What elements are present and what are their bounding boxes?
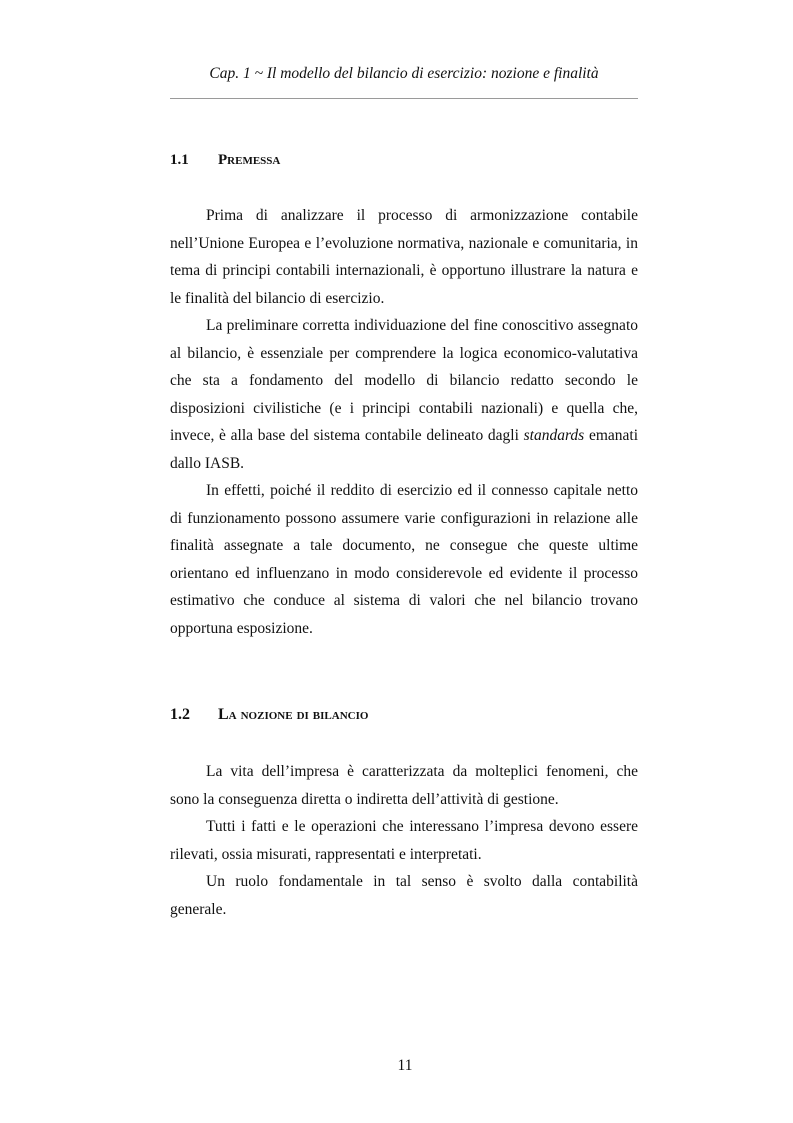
section-number: 1.1 xyxy=(170,152,189,168)
section-body-premessa xyxy=(170,202,638,642)
section-number: 1.2 xyxy=(170,706,190,723)
paragraph: In effetti, poiché il reddito di esercizio ed il connesso capitale netto di funzionamento possono assumere varie configurazioni in relazione alle finalità assegnate a tale documento, ne consegue che queste ultime orientano ed influenzano in modo considerevole ed evidente il processo estimativo che conduce al sistema di valori che nel bilancio trovano opportuna esposizione. xyxy=(170,482,638,637)
paragraph: Tutti i fatti e le operazioni che interessano l’impresa devono essere rilevati, ossia misurati, rappresentati e interpretati. xyxy=(170,818,638,863)
paragraph: Prima di analizzare il processo di armonizzazione contabile nell’Unione Europea e l’evoluzione normativa, nazionale e comunitaria, in tema di principi contabili internazionali, è opportuno illustrare la natura e le finalità del bilancio di esercizio. xyxy=(170,207,638,307)
italic-term: standards xyxy=(523,427,585,444)
paragraph: La vita dell’impresa è caratterizzata da molteplici fenomeni, che sono la conseguenza diretta o indiretta dell’attività di gestione. xyxy=(170,763,638,808)
paragraph: Un ruolo fondamentale in tal senso è svolto dalla contabilità generale. xyxy=(170,873,638,918)
running-header: Cap. 1 ~ Il modello del bilancio di esercizio: nozione e finalità xyxy=(209,65,599,82)
paragraph: La preliminare corretta individuazione del fine conoscitivo assegnato al bilancio, è essenziale per comprendere la logica economico-valutativa che sta a fondamento del modello di bilancio redatto secondo le disposizioni civilistiche (e i principi contabili nazionali) e quella che, invece, è alla base del sistema contabile delineato dagli standards emanati dallo IASB. xyxy=(170,317,638,472)
header-rule xyxy=(170,98,638,99)
section-body-nozione xyxy=(170,758,638,923)
page-number: 11 xyxy=(397,1057,413,1074)
section-title: Premessa xyxy=(218,152,281,168)
section-title: La nozione di bilancio xyxy=(218,706,369,723)
